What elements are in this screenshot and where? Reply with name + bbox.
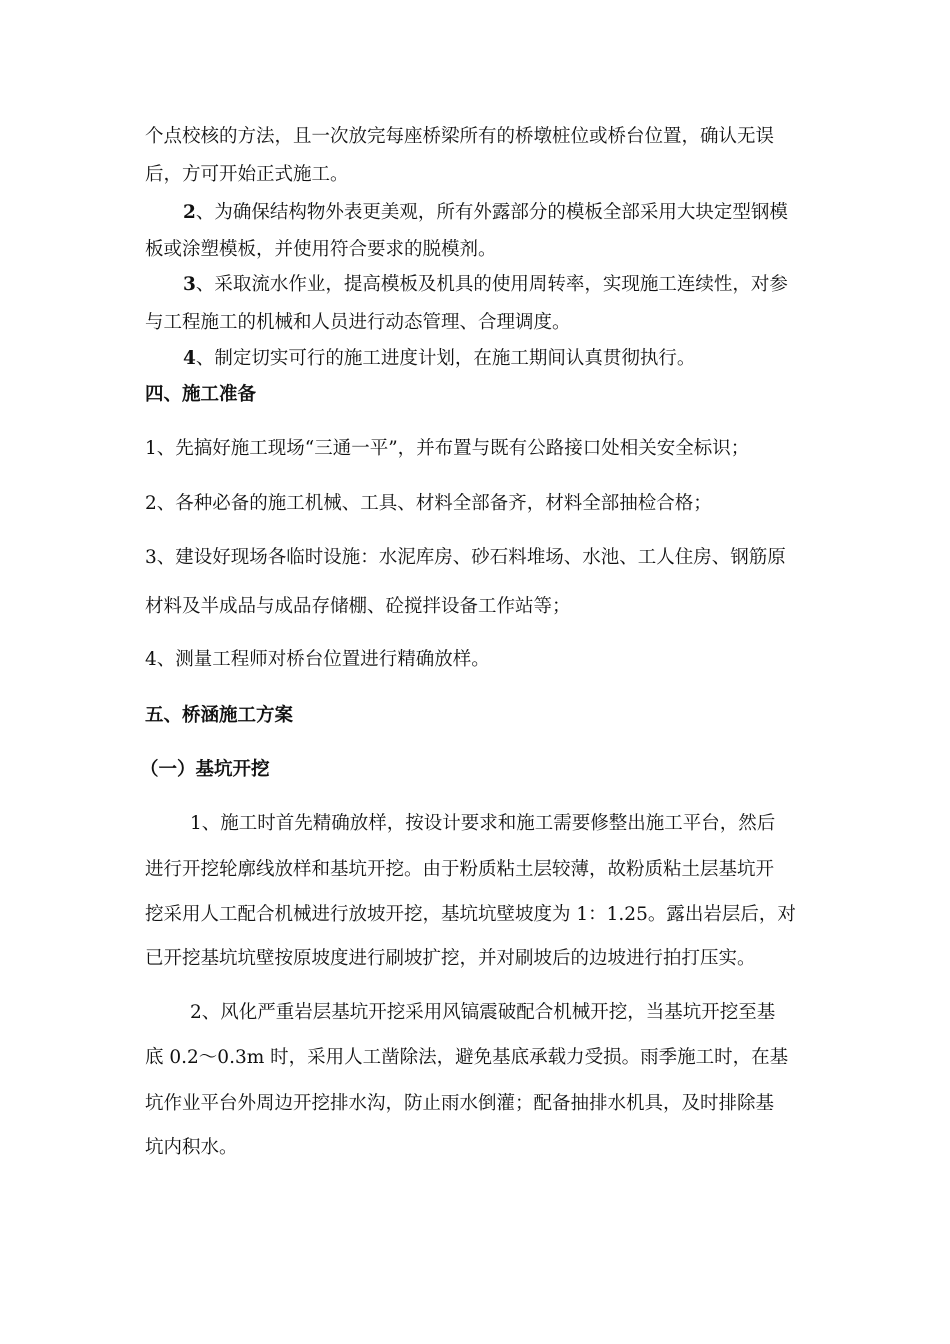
- paragraph-line: 坑作业平台外周边开挖排水沟，防止雨水倒灌；配备抽排水机具，及时排除基: [145, 1093, 775, 1114]
- subsection-heading: （一）基坑开挖: [140, 759, 270, 780]
- paragraph-line: 3、建设好现场各临时设施：水泥库房、砂石料堆场、水池、工人住房、钢筋原: [145, 547, 786, 568]
- section-heading: 五、桥涵施工方案: [145, 705, 294, 726]
- list-item: 3、采取流水作业，提高模板及机具的使用周转率，实现施工连续性，对参: [183, 274, 788, 295]
- paragraph-line: 挖采用人工配合机械进行放坡开挖，基坑坑壁坡度为 1：1.25。露出岩层后，对: [145, 904, 796, 925]
- paragraph-line: 进行开挖轮廓线放样和基坑开挖。由于粉质粘土层较薄，故粉质粘土层基坑开: [145, 859, 775, 880]
- paragraph-line: 4、测量工程师对桥台位置进行精确放样。: [145, 649, 490, 670]
- paragraph-line: 2、各种必备的施工机械、工具、材料全部备齐，材料全部抽检合格；: [145, 493, 712, 514]
- paragraph-line: 底 0.2～0.3m 时，采用人工凿除法，避免基底承载力受损。雨季施工时，在基: [145, 1047, 789, 1068]
- paragraph-line: 个点校核的方法，且一次放完每座桥梁所有的桥墩桩位或桥台位置，确认无误: [145, 126, 775, 147]
- item-number: 2: [183, 202, 196, 223]
- list-item: 2、为确保结构物外表更美观，所有外露部分的模板全部采用大块定型钢模: [183, 202, 788, 223]
- paragraph-line: 已开挖基坑坑壁按原坡度进行刷坡扩挖，并对刷坡后的边坡进行拍打压实。: [145, 948, 756, 969]
- paragraph-line: 与工程施工的机械和人员进行动态管理、合理调度。: [145, 312, 571, 333]
- paragraph-line: 材料及半成品与成品存储棚、砼搅拌设备工作站等；: [145, 596, 571, 617]
- item-number: 3: [183, 274, 196, 295]
- item-number: 4: [183, 348, 196, 369]
- paragraph-line: 1、先搞好施工现场“三通一平”，并布置与既有公路接口处相关安全标识；: [145, 438, 750, 459]
- paragraph-line: 2、风化严重岩层基坑开挖采用风镐震破配合机械开挖，当基坑开挖至基: [190, 1002, 776, 1023]
- paragraph-line: 板或涂塑模板，并使用符合要求的脱模剂。: [145, 239, 497, 260]
- list-item: 4、制定切实可行的施工进度计划，在施工期间认真贯彻执行。: [183, 348, 696, 369]
- section-heading: 四、施工准备: [145, 384, 257, 405]
- paragraph-line: 后，方可开始正式施工。: [145, 164, 349, 185]
- paragraph-line: 1、施工时首先精确放样，按设计要求和施工需要修整出施工平台，然后: [190, 813, 776, 834]
- paragraph-line: 坑内积水。: [145, 1137, 238, 1158]
